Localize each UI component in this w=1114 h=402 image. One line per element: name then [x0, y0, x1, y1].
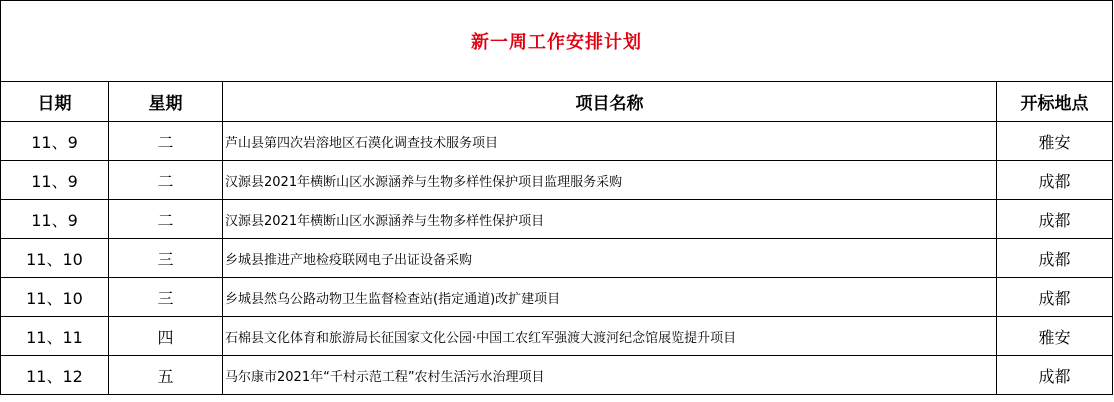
project-name-cell: 乡城县然乌公路动物卫生监督检查站(指定通道)改扩建项目 [223, 278, 997, 317]
table-row [1, 161, 1113, 200]
location-cell: 雅安 [997, 317, 1113, 356]
location-cell: 成都 [997, 161, 1113, 200]
weekday-cell: 四 [109, 317, 223, 356]
date-cell: 11、10 [1, 278, 109, 317]
weekday-cell: 二 [109, 161, 223, 200]
weekday-cell: 五 [109, 356, 223, 395]
date-cell: 11、10 [1, 239, 109, 278]
header-row [1, 82, 1113, 122]
date-cell: 11、11 [1, 317, 109, 356]
date-cell: 11、9 [1, 200, 109, 239]
table-row [1, 200, 1113, 239]
weekday-cell: 二 [109, 122, 223, 161]
project-name-cell: 马尔康市2021年“千村示范工程”农村生活污水治理项目 [223, 356, 997, 395]
table-row [1, 122, 1113, 161]
column-header-project: 项目名称 [223, 82, 997, 122]
table-row [1, 356, 1113, 395]
location-cell: 雅安 [997, 122, 1113, 161]
project-name-cell: 汉源县2021年横断山区水源涵养与生物多样性保护项目监理服务采购 [223, 161, 997, 200]
date-cell: 11、9 [1, 161, 109, 200]
date-cell: 11、12 [1, 356, 109, 395]
table-row [1, 278, 1113, 317]
column-header-weekday: 星期 [109, 82, 223, 122]
project-name-cell: 乡城县推进产地检疫联网电子出证设备采购 [223, 239, 997, 278]
weekday-cell: 二 [109, 200, 223, 239]
column-header-date: 日期 [1, 82, 109, 122]
date-cell: 11、9 [1, 122, 109, 161]
weekday-cell: 三 [109, 278, 223, 317]
project-name-cell: 汉源县2021年横断山区水源涵养与生物多样性保护项目 [223, 200, 997, 239]
title-row [1, 1, 1113, 82]
page-title: 新一周工作安排计划 [1, 1, 1113, 82]
location-cell: 成都 [997, 356, 1113, 395]
table-row [1, 239, 1113, 278]
table-row [1, 317, 1113, 356]
column-header-location: 开标地点 [997, 82, 1113, 122]
location-cell: 成都 [997, 278, 1113, 317]
weekday-cell: 三 [109, 239, 223, 278]
location-cell: 成都 [997, 200, 1113, 239]
project-name-cell: 芦山县第四次岩溶地区石漠化调查技术服务项目 [223, 122, 997, 161]
location-cell: 成都 [997, 239, 1113, 278]
project-name-cell: 石棉县文化体育和旅游局长征国家文化公园·中国工农红军强渡大渡河纪念馆展览提升项目 [223, 317, 997, 356]
